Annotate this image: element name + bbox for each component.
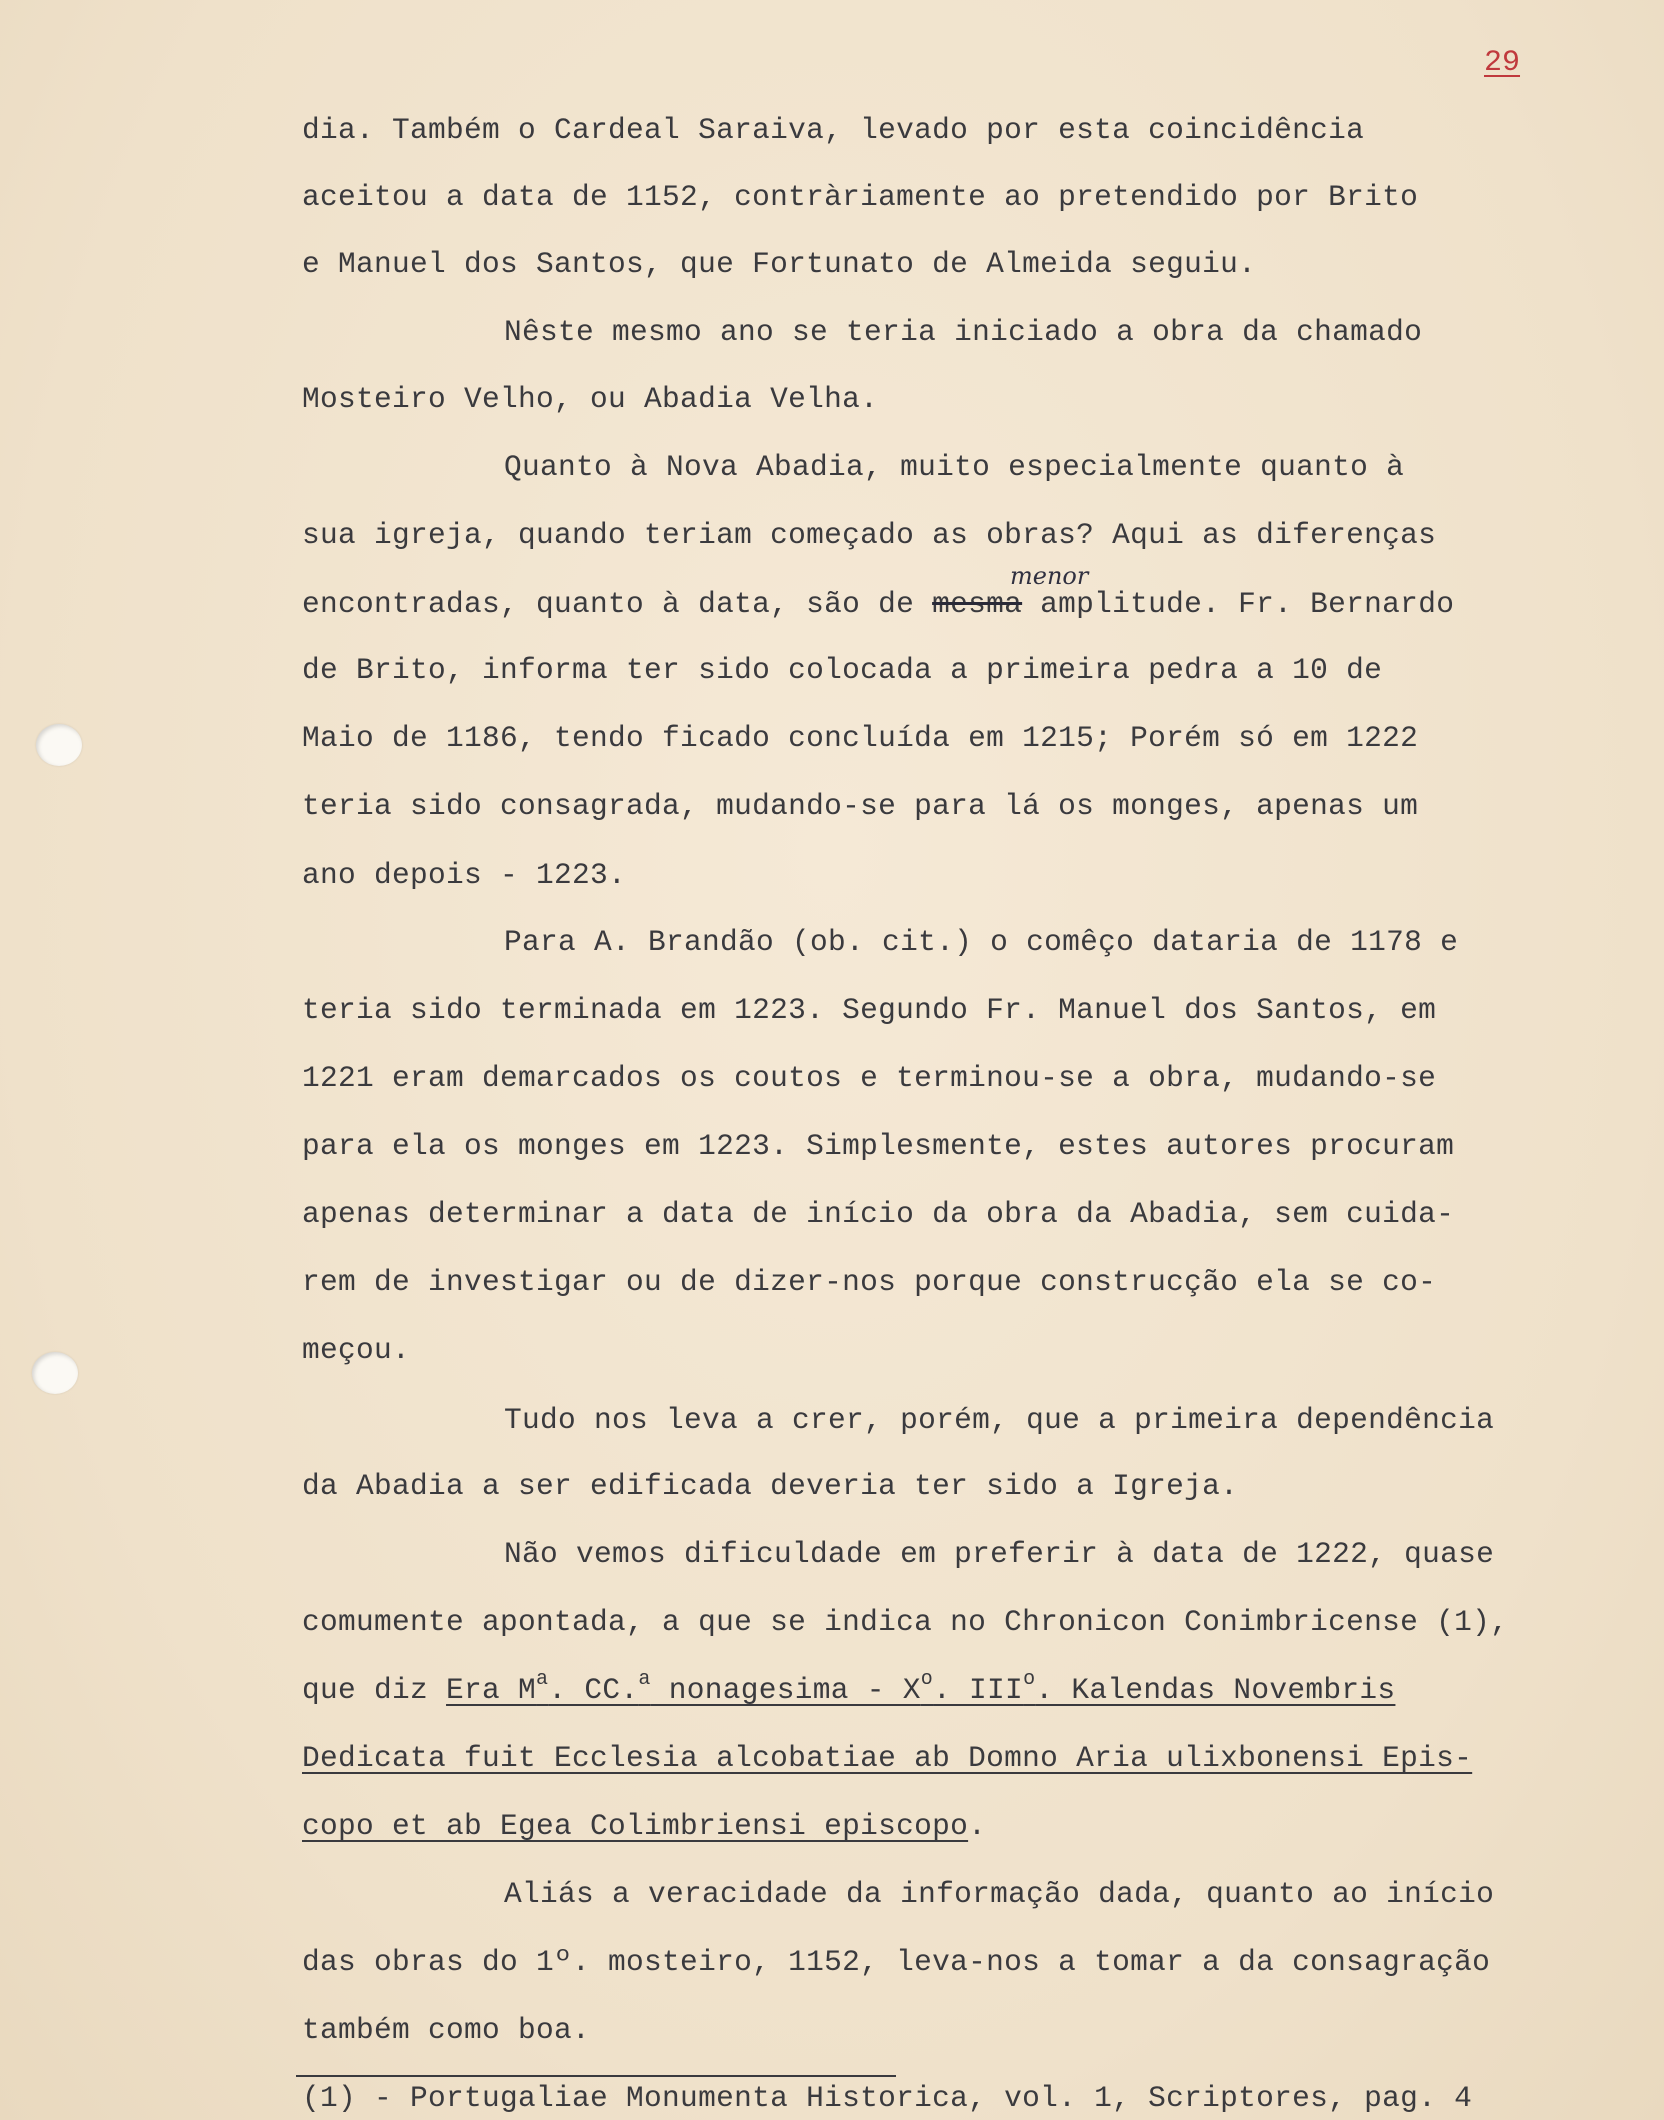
text-line: rem de investigar ou de dizer-nos porque construcção ela se co- [302,1265,1437,1299]
text-line [302,1806,1642,1846]
text-line: Para A. Brandão (ob. cit.) o comêço dataria de 1178 e [504,925,1459,959]
text-line: para ela os monges em 1223. Simplesmente, estes autores procuram [302,1129,1455,1163]
latin-quote: Era $M^a$. CC.$^a$ nonagesima - $X^o$. III$^o$. Kalendas Novembris [446,1668,1396,1707]
text-line: ano depois - 1223. [302,858,627,892]
text-line: aceitou a data de 1152, contràriamente ao pretendido por Brito [302,180,1419,214]
page-number: 29 [1484,46,1521,80]
text-line: 1221 eram demarcados os coutos e terminou-se a obra, mudando-se [302,1061,1437,1095]
punch-hole [36,724,82,766]
text-line: Aliás a veracidade da informação dada, quanto ao início [504,1877,1495,1911]
punch-hole [32,1352,78,1394]
footnote: (1) - Portugaliae Monumenta Historica, vol. 1, Scriptores, pag. 4 [302,2081,1473,2115]
latin-quote: Dedicata fuit Ecclesia alcobatiae ab Domno Aria ulixbonensi Epis- [302,1741,1473,1775]
handwritten-correction: menor [1010,562,1089,590]
text-line: também como boa. [302,2013,591,2047]
text-line: das obras do 1º. mosteiro, 1152, leva-nos a tomar a da consagração [302,1945,1491,1979]
text-line: de Brito, informa ter sido colocada a primeira pedra a 10 de [302,653,1383,687]
text-line: Mosteiro Velho, ou Abadia Velha. [302,382,879,416]
footnote-rule [296,2075,896,2077]
text-line: meçou. [302,1333,411,1367]
text-line: Não vemos dificuldade em preferir à data de 1222, quase [504,1537,1495,1571]
text-line: e Manuel dos Santos, que Fortunato de Almeida seguiu. [302,247,1257,281]
struck-word: mesma [932,587,1023,621]
text-line: Maio de 1186, tendo ficado concluída em 1215; Porém só em 1222 [302,721,1419,755]
text-line: teria sido terminada em 1223. Segundo Fr. Manuel dos Santos, em [302,993,1437,1027]
text-line: teria sido consagrada, mudando-se para lá os monges, apenas um [302,789,1419,823]
text-line: Nêste mesmo ano se teria iniciado a obra da chamado [504,315,1423,349]
text-line: Quanto à Nova Abadia, muito especialmente quanto à [504,450,1405,484]
text-line: comumente apontada, a que se indica no Chronicon Conimbricense (1), [302,1605,1509,1639]
text-segment: amplitude. Fr. Bernardo [1022,587,1455,621]
text-segment: . [968,1809,987,1843]
text-segment: encontradas, quanto à data, são de [302,587,933,621]
text-line: sua igreja, quando teriam começado as obras? Aqui as diferenças [302,518,1437,552]
text-line: dia. Também o Cardeal Saraiva, levado por esta coincidência [302,113,1365,147]
latin-quote: copo et ab Egea Colimbriensi episcopo [302,1809,969,1843]
text-line: apenas determinar a data de início da obra da Abadia, sem cuida- [302,1197,1455,1231]
text-line [302,584,1642,624]
text-line [302,1670,1642,1714]
text-segment: que diz [302,1673,447,1707]
text-line: da Abadia a ser edificada deveria ter sido a Igreja. [302,1469,1239,1503]
text-line: Tudo nos leva a crer, porém, que a primeira dependência [504,1403,1495,1437]
text-line [302,1738,1642,1778]
